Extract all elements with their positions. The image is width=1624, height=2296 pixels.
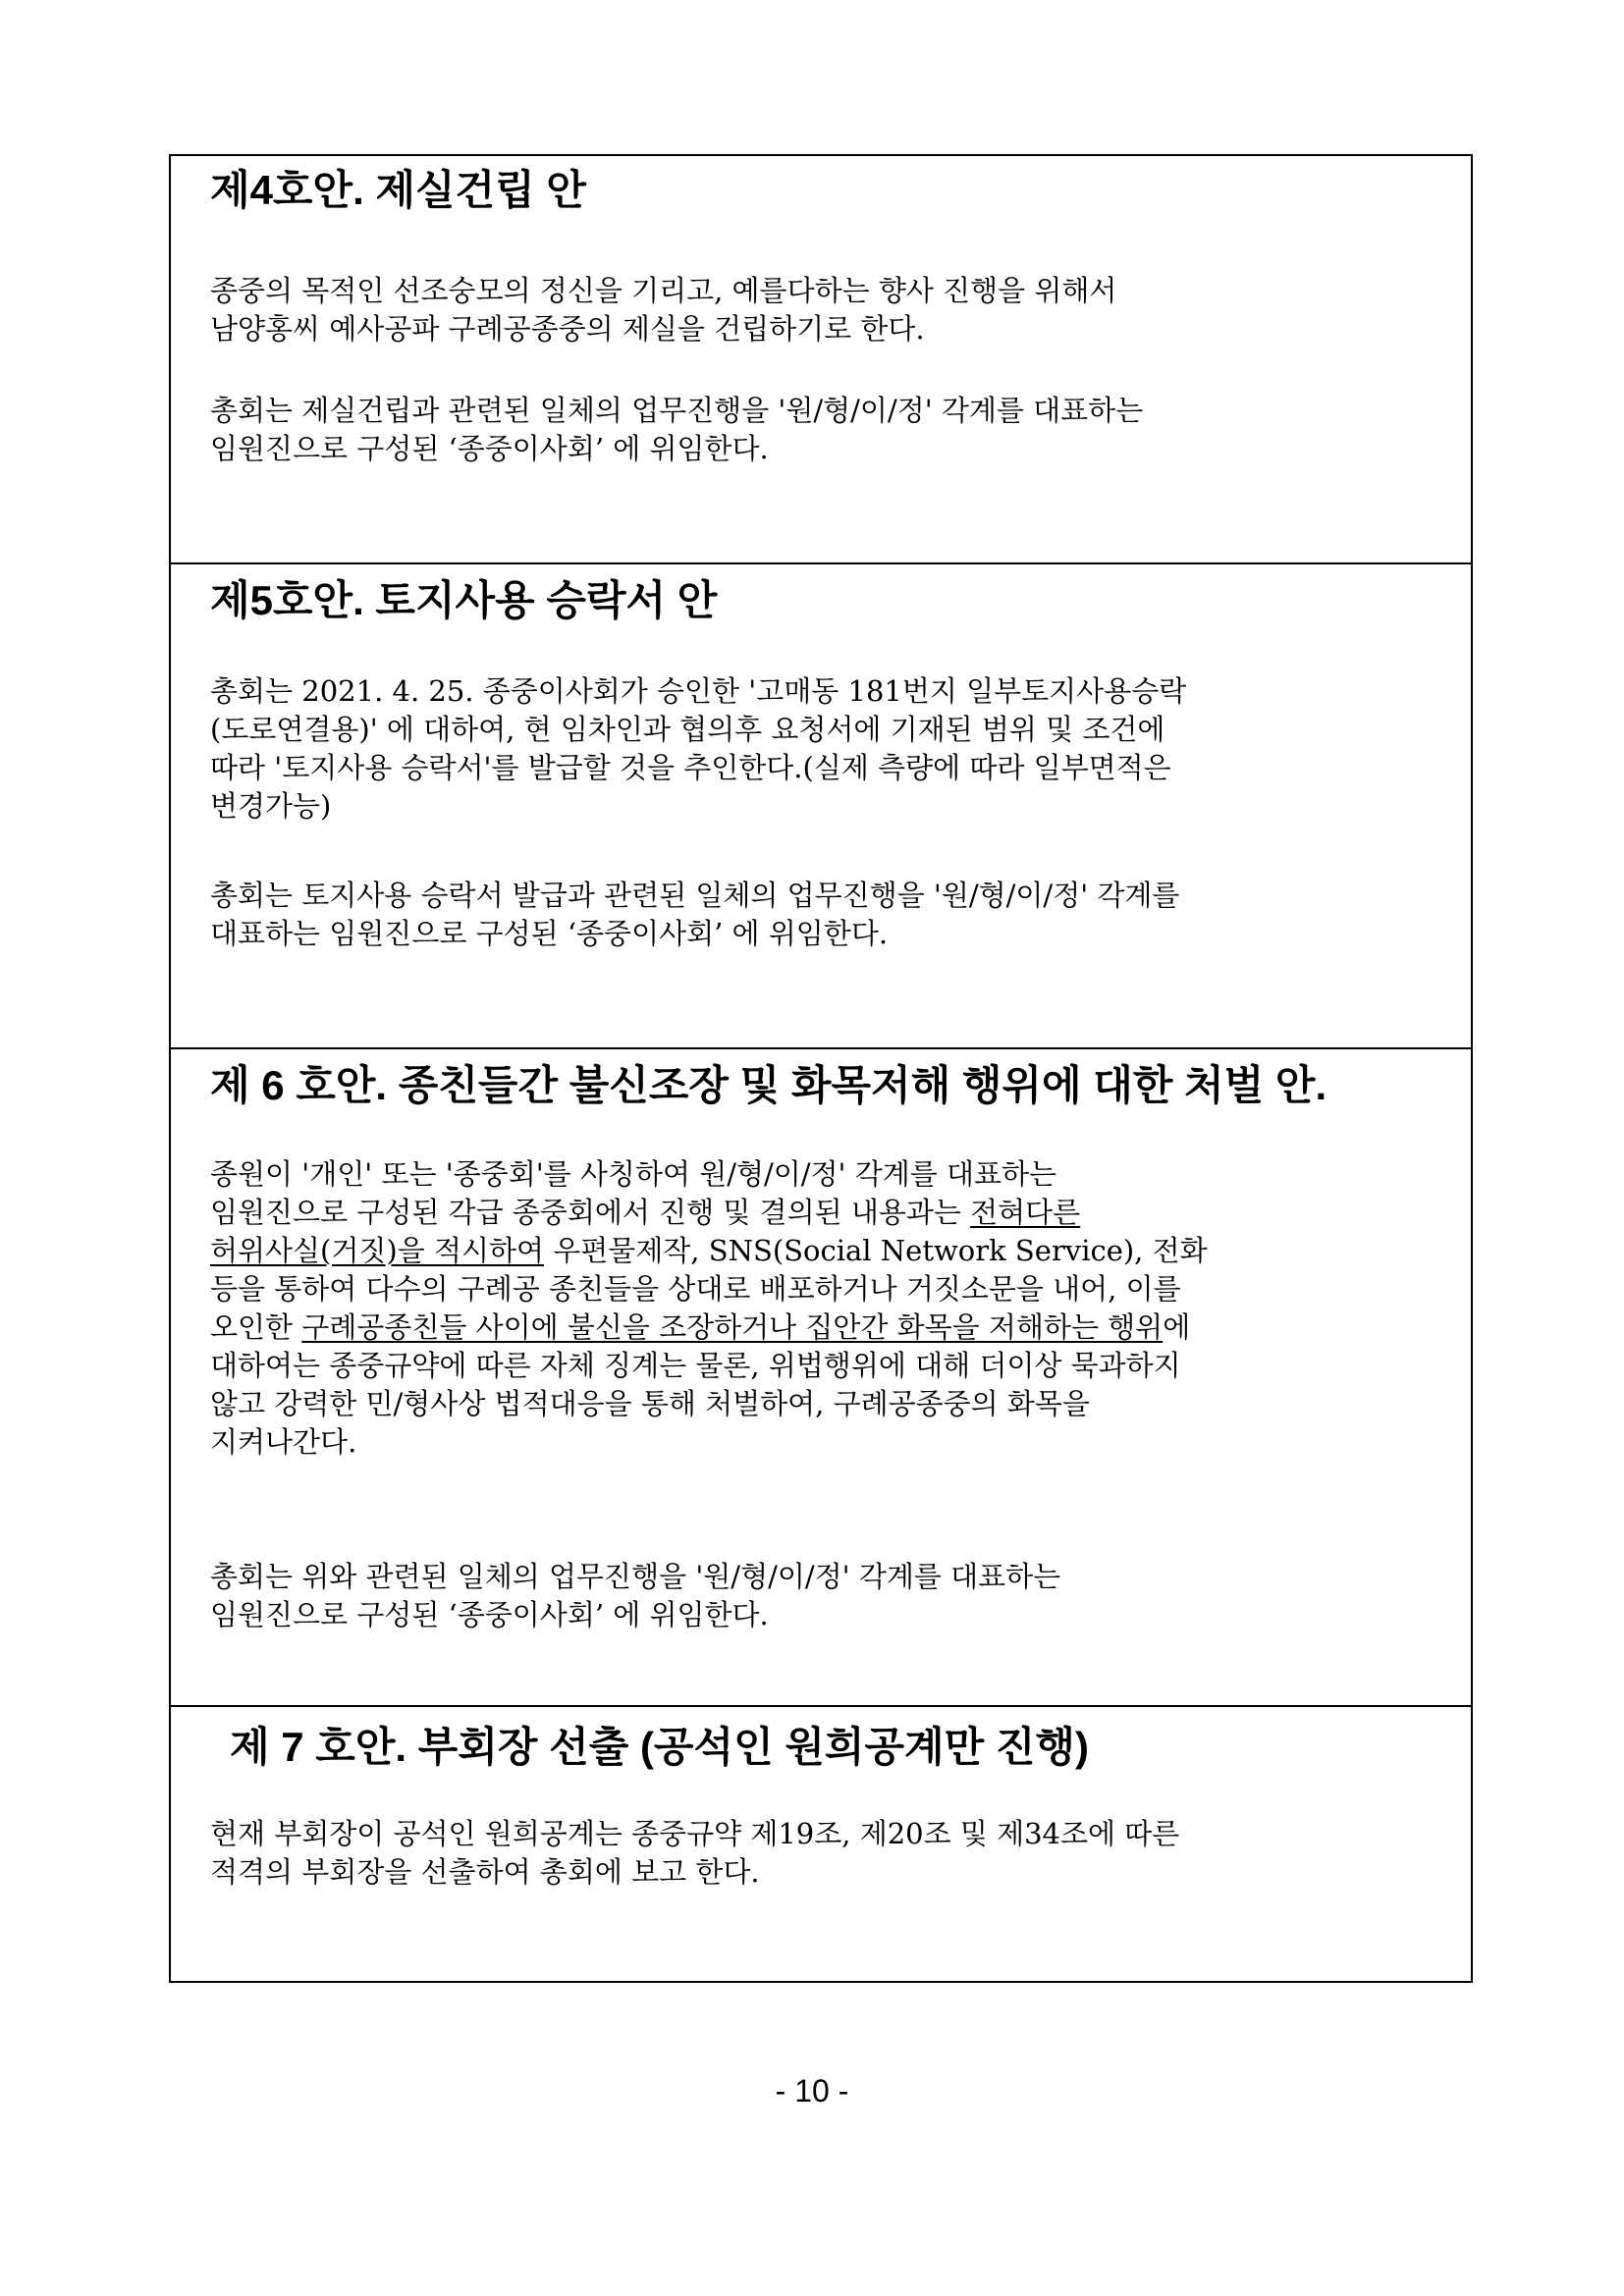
paragraph: 총회는 제실건립과 관련된 일체의 업무진행을 '원/형/이/정' 각계를 대표하는 임원진으로 구성된 ‘종중이사회’ 에 위임한다. <box>210 394 1144 465</box>
section-title: 제 7 호안. 부회장 선출 (공석인 원희공계만 진행) <box>230 1724 1089 1770</box>
document-frame <box>169 154 1473 1983</box>
underlined-text: 구례공종친들 사이에 불신을 조장하거나 집안간 화목을 저해하는 행위 <box>301 1310 1164 1344</box>
agenda-item-4 <box>171 156 1471 562</box>
section-title: 제4호안. 제실건립 안 <box>210 167 586 213</box>
agenda-item-5 <box>171 562 1471 1047</box>
agenda-item-6 <box>171 1047 1471 1705</box>
text-run: 에 대하여는 종중규약에 따른 자체 징계는 물론, 위법행위에 대해 더이상 묵과하지 않고 강력한 민/형사상 법적대응을 통해 처벌하여, 구례공종중의 화목을 지켜나간다. <box>210 1310 1191 1459</box>
text-run: 종원이 '개인' 또는 '종중회'를 사칭하여 원/형/이/정' 각계를 대표하는 임원진으로 구성된 각급 종중회에서 진행 및 결의된 내용과는 <box>210 1157 1057 1229</box>
section-title: 제5호안. 토지사용 승락서 안 <box>210 577 718 623</box>
text-run: 우편물제작, SNS(Social Network Service), 전화 등을 통하여 다수의 구례공 종친들을 상대로 배포하거나 거짓소문을 내어, 이를 오인한 <box>210 1234 1208 1344</box>
section-title: 제 6 호안. 종친들간 불신조장 및 화목저해 행위에 대한 처벌 안. <box>210 1062 1327 1108</box>
paragraph: 총회는 위와 관련된 일체의 업무진행을 '원/형/이/정' 각계를 대표하는 임원진으로 구성된 ‘종중이사회’ 에 위임한다. <box>210 1560 1061 1631</box>
paragraph: 종중의 목적인 선조숭모의 정신을 기리고, 예를다하는 향사 진행을 위해서 남양홍씨 예사공파 구례공종중의 제실을 건립하기로 한다. <box>210 274 1117 346</box>
page-number: - 10 - <box>775 2073 849 2109</box>
agenda-item-7 <box>171 1705 1471 1981</box>
paragraph: 현재 부회장이 공석인 원희공계는 종중규약 제19조, 제20조 및 제34조에 따른 적격의 부회장을 선출하여 총회에 보고 한다. <box>210 1817 1180 1889</box>
paragraph <box>210 1155 1441 1462</box>
underlined-text: 전혀다른 허위사실(거짓)을 적시하여 <box>210 1196 1081 1267</box>
paragraph: 총회는 2021. 4. 25. 종중이사회가 승인한 '고매동 181번지 일부토지사용승락 (도로연결용)' 에 대하여, 현 임차인과 협의후 요청서에 기재된 범위 및 조건에 따라 '토지사용 승락서'를 발급할 것을 추인한다.(실제 측량에 따라 일부면적은 변경가능) <box>210 674 1187 823</box>
paragraph: 총회는 토지사용 승락서 발급과 관련된 일체의 업무진행을 '원/형/이/정' 각계를 대표하는 임원진으로 구성된 ‘종중이사회’ 에 위임한다. <box>210 879 1180 950</box>
